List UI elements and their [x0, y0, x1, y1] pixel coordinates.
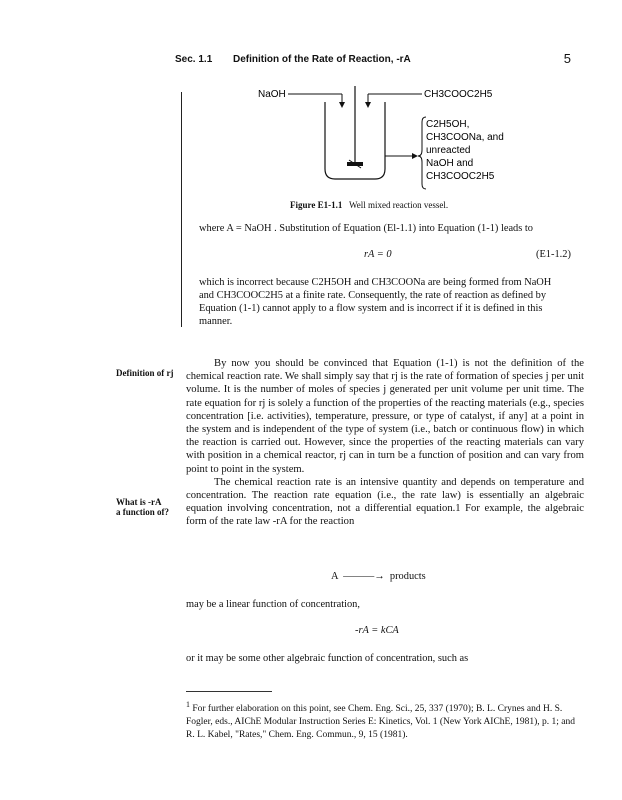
linear-line: may be a linear function of concentration,	[186, 599, 360, 610]
rate-law-equation	[355, 625, 399, 636]
figure-caption-label: Figure E1-1.1	[290, 200, 343, 210]
footnote-mark: 1	[186, 700, 190, 709]
running-header	[175, 51, 585, 70]
rate-law-text: -rA = kCA	[355, 625, 399, 636]
example-line: and CH3COOC2H5 at a finite rate. Consequently, the rate of reaction as defined by	[199, 290, 547, 301]
outlet-line: NaOH and	[426, 158, 474, 169]
inlet-label-ester: CH3COOC2H5	[424, 89, 493, 100]
inlet-label-naoh: NaOH	[258, 89, 286, 100]
example-line: Equation (1-1) cannot apply to a flow system and is incorrect if it is defined in this	[199, 303, 543, 314]
example-paragraph	[199, 276, 583, 328]
figure-caption	[290, 200, 448, 210]
footnote	[186, 698, 584, 742]
reaction-arrow: ———→	[343, 571, 385, 582]
section-number: Sec. 1.1	[175, 54, 213, 65]
outlet-line: CH3COONa, and	[426, 132, 504, 143]
other-function-line: or it may be some other algebraic function of concentration, such as	[186, 653, 469, 664]
outlet-line: unreacted	[426, 145, 471, 156]
page-number: 5	[563, 51, 571, 66]
paragraph-rate-definition: By now you should be convinced that Equation (1-1) is not the definition of the chemical reaction rate. We shall simply say that rj is the rate of formation of species j per unit volume. It is the number of moles of species j generated per unit volume per unit time. The rate equation for rj is solely a function of the properties of the reacting materials (e.g., species concentration [i.e. activities), temperature, pressure, or type of catalyst, if any] at a point in the system and is independent of the type of system (i.e., batch or continuous flow) in which the reaction is carried out. However, since the properties of the reacting materials can vary with position in a chemical reactor, rj can in turn be a function of position and can vary from point to point in the system.	[186, 358, 584, 475]
reaction-vessel-figure	[250, 84, 550, 199]
equation-text: rA = 0	[364, 249, 392, 260]
reaction-equation	[331, 571, 426, 582]
example-rule	[181, 92, 182, 327]
example-equation-number: (E1-1.2)	[536, 249, 571, 260]
outlet-line: CH3COOC2H5	[426, 171, 495, 182]
body-text	[186, 357, 584, 529]
figure-caption-text: Well mixed reaction vessel.	[348, 200, 449, 210]
paragraph-rate-intensive: The chemical reaction rate is an intensive quantity and depends on temperature and concentration. The reaction rate equation (i.e., the rate law) is essentially an algebraic equation involving concentration, not a differential equation.1 For example, the algebraic form of the rate law -rA for the reaction	[186, 476, 584, 528]
example-where-text: where A = NaOH . Substitution of Equation (El-1.1) into Equation (1-1) leads to	[199, 223, 533, 234]
example-line: manner.	[199, 316, 233, 327]
margin-note-line: a function of?	[116, 507, 170, 517]
margin-note-function	[116, 497, 169, 517]
product: products	[389, 571, 426, 582]
outlet-line: C2H5OH,	[426, 119, 470, 130]
example-line: which is incorrect because C2H5OH and CH3COONa are being formed from NaOH	[199, 277, 552, 288]
margin-note-definition: Definition of rj	[116, 368, 174, 378]
footnote-rule	[186, 691, 272, 692]
reactant: A	[331, 571, 338, 582]
section-title: Definition of the Rate of Reaction, -rA	[233, 54, 411, 65]
example-equation	[364, 249, 392, 260]
margin-note-line: What is -rA	[116, 497, 162, 507]
footnote-text: For further elaboration on this point, see Chem. Eng. Sci., 25, 337 (1970); B. L. Crynes and H. S. Fogler, eds., AIChE Modular Instruction Series E: Kinetics, Vol. 1 (New York AIChE, 1981), p. 1; and R. L. Kabel, "Rates," Chem. Eng. Commun., 9, 15 (1981).	[186, 704, 576, 741]
